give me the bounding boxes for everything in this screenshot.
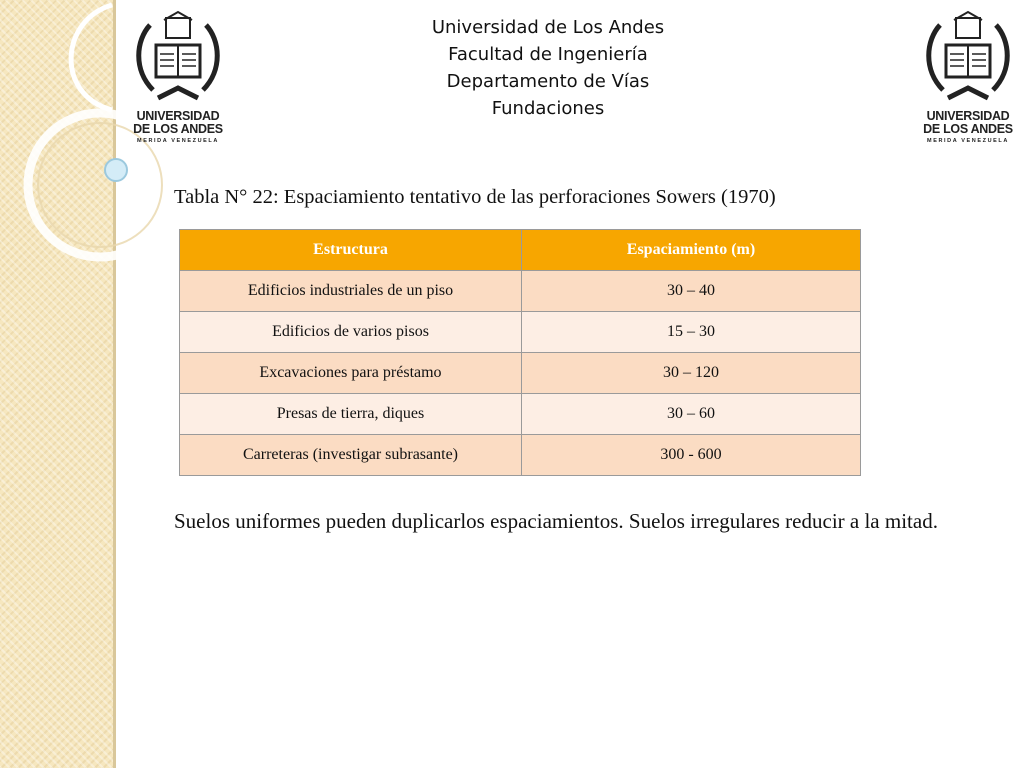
header-department: Departamento de Vías	[446, 71, 650, 92]
cell-structure: Carreteras (investigar subrasante)	[180, 435, 522, 476]
cell-spacing: 30 – 40	[522, 271, 861, 312]
header-university: Universidad de Los Andes	[431, 17, 665, 38]
university-seal-icon	[128, 10, 228, 110]
table-row	[180, 271, 861, 312]
university-seal-icon	[918, 10, 1018, 110]
cell-spacing: 300 - 600	[522, 435, 861, 476]
table-row	[180, 435, 861, 476]
cell-structure: Edificios de varios pisos	[180, 312, 522, 353]
logo-name-line2: DE LOS ANDES	[923, 122, 1013, 136]
table-row	[180, 312, 861, 353]
blue-dot-icon	[105, 159, 127, 181]
slide-header	[398, 14, 698, 122]
cell-spacing: 30 – 60	[522, 394, 861, 435]
table-header-row	[180, 230, 861, 271]
column-header-spacing: Espaciamiento (m)	[522, 230, 861, 271]
header-course: Fundaciones	[491, 98, 605, 119]
logo-subtitle: MERIDA VENEZUELA	[137, 138, 219, 144]
logo-name-line2: DE LOS ANDES	[133, 122, 223, 136]
university-logo-right	[918, 10, 1018, 150]
table-caption: Tabla N° 22: Espaciamiento tentativo de las perforaciones Sowers (1970)	[174, 186, 776, 208]
logo-name-line1: UNIVERSIDAD	[926, 109, 1010, 123]
logo-name-line1: UNIVERSIDAD	[136, 109, 220, 123]
note-paragraph: Suelos uniformes pueden duplicarlos espaciamientos. Suelos irregulares reducir a la mitad.	[174, 509, 938, 533]
cell-spacing: 30 – 120	[522, 353, 861, 394]
cell-structure: Presas de tierra, diques	[180, 394, 522, 435]
logo-subtitle: MERIDA VENEZUELA	[927, 138, 1009, 144]
table-row	[180, 353, 861, 394]
cell-structure: Excavaciones para préstamo	[180, 353, 522, 394]
cell-structure: Edificios industriales de un piso	[180, 271, 522, 312]
spacing-table	[179, 229, 861, 476]
column-header-structure: Estructura	[180, 230, 522, 271]
table-row	[180, 394, 861, 435]
header-faculty: Facultad de Ingeniería	[448, 44, 648, 65]
cell-spacing: 15 – 30	[522, 312, 861, 353]
university-logo-left	[128, 10, 228, 150]
